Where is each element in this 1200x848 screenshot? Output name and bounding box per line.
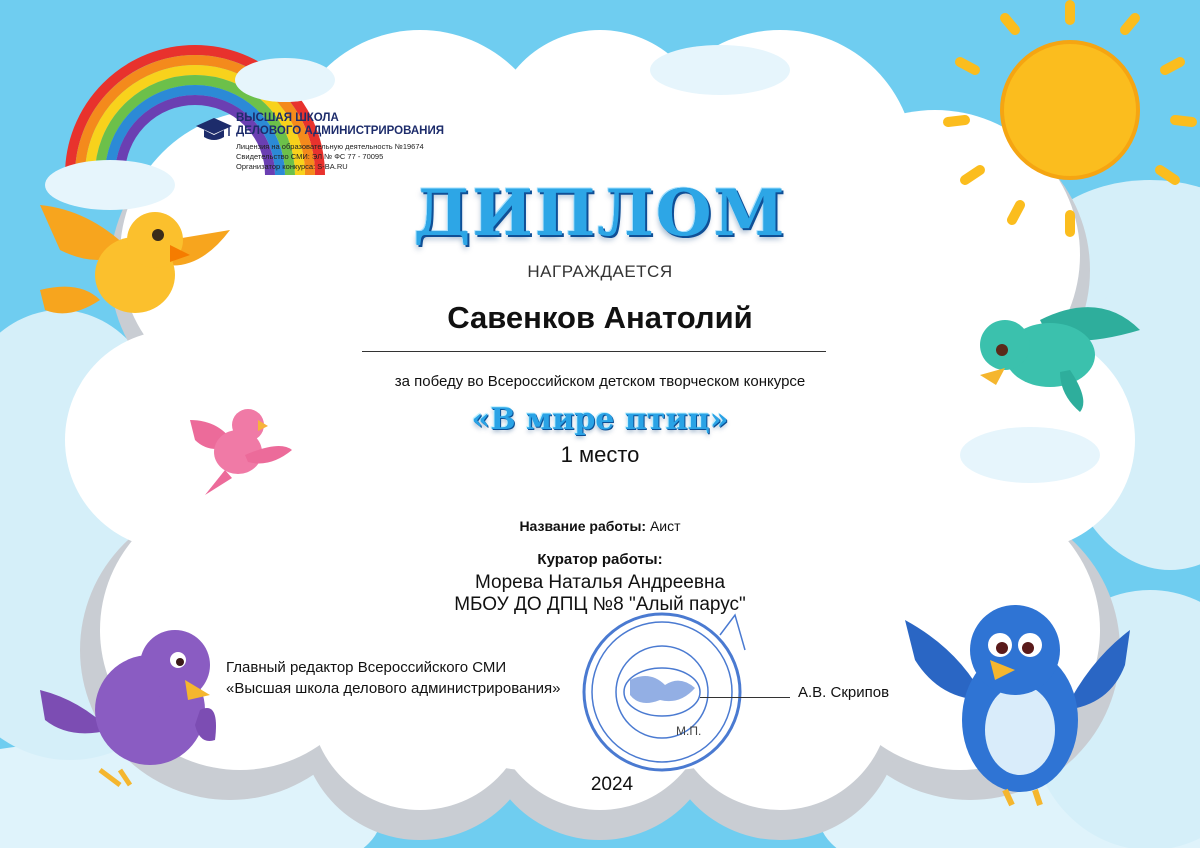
year: 2024	[590, 774, 634, 795]
curator-label: Куратор работы:	[537, 551, 663, 568]
name-underline	[362, 351, 826, 352]
place-label: 1 место	[560, 442, 640, 467]
graduation-cap-icon	[196, 116, 232, 144]
award-reason: за победу во Всероссийском детском творческом конкурсе	[394, 373, 806, 390]
organizer-name-line1: ВЫСШАЯ ШКОЛА	[236, 112, 339, 124]
school-name: МБОУ ДО ДПЦ №8 "Алый парус"	[454, 594, 746, 615]
awarded-label: НАГРАЖДАЕТСЯ	[527, 262, 673, 281]
organizer-name-line2: ДЕЛОВОГО АДМИНИСТРИРОВАНИЯ	[236, 125, 445, 137]
editor-line1: Главный редактор Всероссийского СМИ	[226, 659, 507, 676]
contest-name: «В мире птиц»	[471, 402, 729, 437]
contest-organizer-text: Организатор конкурса: S-BA.RU	[236, 162, 348, 171]
signer-name: А.В. Скрипов	[798, 684, 890, 701]
curator-name: Морева Наталья Андреевна	[474, 572, 726, 593]
signature-line	[700, 697, 790, 698]
diploma-title: ДИПЛОМ	[413, 176, 787, 251]
work-title	[0, 518, 1200, 534]
stamp-mark: М.П.	[676, 724, 702, 738]
work-title-value: Аист	[649, 518, 681, 534]
editor-title	[226, 657, 626, 699]
work-title-label: Название работы:	[519, 518, 647, 534]
license-text: Лицензия на образовательную деятельность №19674	[236, 142, 424, 151]
recipient-name: Савенков Анатолий	[447, 300, 753, 335]
editor-line2: «Высшая школа делового администрирования»	[226, 680, 561, 697]
media-cert-text: Свидетельство СМИ: ЭЛ № ФС 77 - 70095	[236, 152, 384, 161]
